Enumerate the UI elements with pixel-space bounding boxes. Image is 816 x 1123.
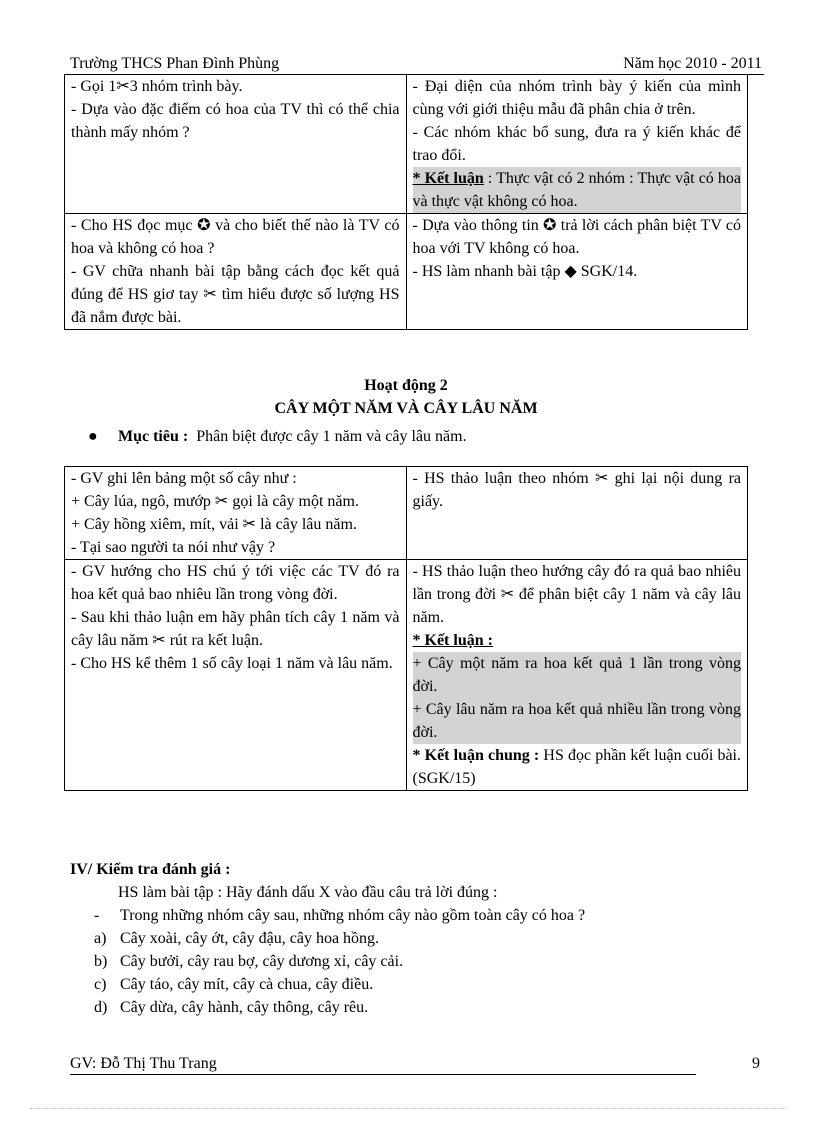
goal-line <box>88 425 748 448</box>
text-line: - HS làm nhanh bài tập ◆ SGK/14. <box>412 263 638 280</box>
activity-heading: Hoạt động 2 <box>364 377 448 394</box>
text-line: - Dựa vào thông tin ✪ trả lời cách phân biệt TV có hoa với TV không có hoa. <box>412 217 741 257</box>
conclusion-item: + Cây lâu năm ra hoa kết quả nhiều lần trong vòng đời. <box>413 698 742 744</box>
option-marker: a) <box>94 930 107 947</box>
question-marker: - <box>94 907 100 924</box>
text-line: - GV chữa nhanh bài tập bằng cách đọc kết quả đúng để HS giơ tay ✂ tìm hiểu được số lượng HS đã nắm được bài. <box>71 263 400 326</box>
option-item <box>70 973 750 996</box>
conclusion-label: * Kết luận : <box>412 632 493 649</box>
student-column-cell <box>406 75 748 214</box>
activity1-table <box>64 74 748 330</box>
option-text: Cây táo, cây mít, cây cà chua, cây điều. <box>120 976 374 993</box>
text-line: - GV hướng cho HS chú ý tới việc các TV đó ra hoa kết quả bao nhiêu lần trong vòng đời. <box>71 563 400 603</box>
option-marker: b) <box>94 953 108 970</box>
question-text: Trong những nhóm cây sau, những nhóm cây nào gồm toàn cây có hoa ? <box>120 907 586 924</box>
student-column-cell <box>406 560 748 791</box>
assessment-section <box>70 858 750 1019</box>
text-line: - HS thảo luận theo nhóm ✂ ghi lại nội dung ra giấy. <box>412 470 741 510</box>
text-line: + Cây hồng xiêm, mít, vải ✂ là cây lâu năm. <box>71 516 357 533</box>
text-line: - Dựa vào đặc điểm có hoa của TV thì có thể chia thành mấy nhóm ? <box>71 101 400 141</box>
text-line: - Cho HS kể thêm 1 số cây loại 1 năm và lâu năm. <box>71 655 393 672</box>
text-line: - Gọi 1✂3 nhóm trình bày. <box>71 78 243 95</box>
text-line: - HS thảo luận theo hướng cây đó ra quả bao nhiêu lần trong đời ✂ để phân biệt cây 1 năm và cây lâu năm. <box>412 563 741 626</box>
teacher-column-cell <box>65 467 407 560</box>
page-header <box>70 52 764 75</box>
page-footer <box>70 1052 696 1075</box>
table-row <box>65 560 748 791</box>
option-item <box>70 927 750 950</box>
conclusion-item: + Cây một năm ra hoa kết quả 1 lần trong vòng đời. <box>413 652 742 698</box>
bullet-icon: ● <box>88 428 98 445</box>
teacher-name: GV: Đỗ Thị Thu Trang <box>70 1055 217 1072</box>
general-conclusion <box>413 744 742 790</box>
text-line: - Sau khi thảo luận em hãy phân tích cây 1 năm và cây lâu năm ✂ rút ra kết luận. <box>71 609 400 649</box>
text-line: - GV ghi lên bảng một số cây như : <box>71 470 297 487</box>
page-divider <box>30 1108 786 1109</box>
teacher-column-cell <box>65 75 407 214</box>
table-row <box>65 467 748 560</box>
table-row <box>65 214 748 330</box>
general-conclusion-label: * Kết luận chung : <box>412 747 540 764</box>
option-item <box>70 996 750 1019</box>
text-line: + Cây lúa, ngô, mướp ✂ gọi là cây một năm. <box>71 493 359 510</box>
activity-title: CÂY MỘT NĂM VÀ CÂY LÂU NĂM <box>274 400 538 417</box>
text-line: - Đại diện của nhóm trình bày ý kiến của mình cùng với giới thiệu mẫu đã phân chia ở trên. <box>412 78 741 118</box>
option-marker: c) <box>94 976 107 993</box>
option-marker: d) <box>94 999 108 1016</box>
option-text: Cây xoài, cây ớt, cây đậu, cây hoa hồng. <box>120 930 380 947</box>
goal-label: Mục tiêu : <box>118 428 189 445</box>
option-text: Cây dừa, cây hành, cây thông, cây rêu. <box>120 999 369 1016</box>
assessment-title: IV/ Kiểm tra đánh giá : <box>70 861 231 878</box>
school-name: Trường THCS Phan Đình Phùng <box>70 55 280 72</box>
conclusion-block <box>413 629 742 652</box>
conclusion-label: * Kết luận <box>412 170 484 187</box>
goal-text: Phân biệt được cây 1 năm và cây lâu năm. <box>196 428 467 445</box>
student-column-cell <box>406 467 748 560</box>
text-line: - Cho HS đọc mục ✪ và cho biết thế nào là TV có hoa và không có hoa ? <box>71 217 400 257</box>
teacher-column-cell <box>65 560 407 791</box>
conclusion-block <box>413 167 742 213</box>
table-row <box>65 75 748 214</box>
activity2-table <box>64 466 748 791</box>
question-line <box>70 904 750 927</box>
teacher-column-cell <box>65 214 407 330</box>
option-text: Cây bưởi, cây rau bợ, cây dương xỉ, cây cải. <box>120 953 404 970</box>
school-year: Năm học 2010 - 2011 <box>623 55 762 72</box>
student-column-cell <box>406 214 748 330</box>
general-conclusion-text: HS đọc phần kết luận cuối bài.(SGK/15) <box>412 747 742 787</box>
assessment-instruction: HS làm bài tập : Hãy đánh dấu X vào đầu câu trả lời đúng : <box>118 884 498 901</box>
page-number: 9 <box>752 1055 760 1072</box>
conclusion-text: : Thực vật có 2 nhóm : Thực vật có hoa và thực vật không có hoa. <box>412 170 741 210</box>
text-line: - Các nhóm khác bổ sung, đưa ra ý kiến khác để trao đổi. <box>412 124 741 164</box>
option-item <box>70 950 750 973</box>
text-line: - Tại sao người ta nói như vậy ? <box>71 539 276 556</box>
